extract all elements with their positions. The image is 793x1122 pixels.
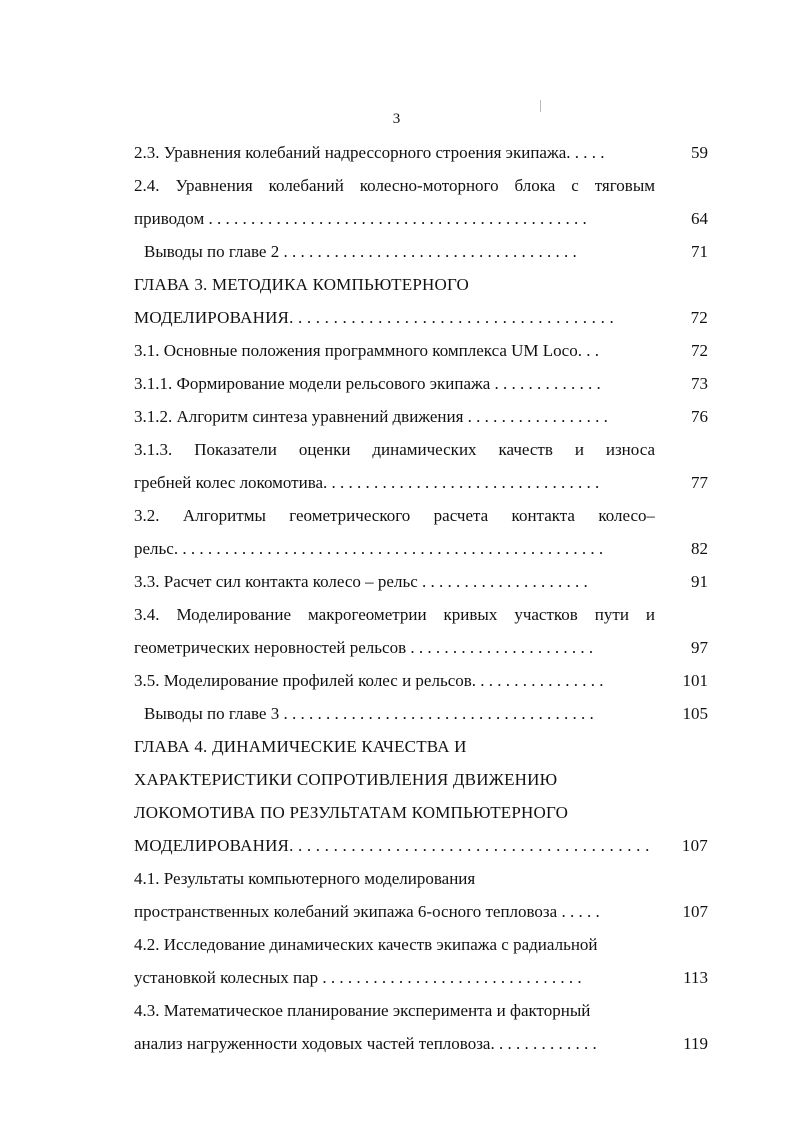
table-of-contents <box>134 136 708 1060</box>
toc-entry <box>134 862 708 895</box>
toc-entry <box>134 136 708 169</box>
toc-entry-text: гребней колес локомотива. . . . . . . . . . . . . . . . . . . . . . . . . . . . . . . . . <box>134 473 600 492</box>
toc-entry-text: 3.5. Моделирование профилей колес и рельсов. . . . . . . . . . . . . . . . <box>134 671 604 690</box>
toc-entry-text: 2.4. Уравнения колебаний колесно-моторного блока с тяговым <box>134 176 655 195</box>
toc-entry-page: 119 <box>683 1034 708 1053</box>
toc-entry-page: 97 <box>691 638 708 657</box>
toc-entry-text: Выводы по главе 2 . . . . . . . . . . . . . . . . . . . . . . . . . . . . . . . . . . . <box>144 242 577 261</box>
toc-entry-text: ХАРАКТЕРИСТИКИ СОПРОТИВЛЕНИЯ ДВИЖЕНИЮ <box>134 770 558 789</box>
toc-entry-page: 107 <box>681 836 708 855</box>
toc-entry <box>134 961 708 994</box>
toc-entry-text: Выводы по главе 3 . . . . . . . . . . . . . . . . . . . . . . . . . . . . . . . . . . . . . <box>144 704 594 723</box>
toc-entry <box>134 664 708 697</box>
toc-entry <box>134 202 708 235</box>
toc-entry <box>134 994 708 1027</box>
toc-entry-text: установкой колесных пар . . . . . . . . . . . . . . . . . . . . . . . . . . . . . . . <box>134 968 582 987</box>
toc-entry-page: 72 <box>691 341 708 360</box>
toc-entry <box>134 532 708 565</box>
toc-entry <box>134 169 708 202</box>
toc-entry-page: 76 <box>691 407 708 426</box>
toc-entry <box>134 631 708 664</box>
toc-entry-text: 3.1.2. Алгоритм синтеза уравнений движения . . . . . . . . . . . . . . . . . <box>134 407 608 426</box>
toc-chapter-heading <box>134 763 708 796</box>
toc-entry-page: 64 <box>691 209 708 228</box>
toc-chapter-heading <box>134 796 708 829</box>
toc-chapter-heading <box>134 730 708 763</box>
toc-entry <box>134 466 708 499</box>
toc-entry-text: МОДЕЛИРОВАНИЯ. . . . . . . . . . . . . . . . . . . . . . . . . . . . . . . . . . . . . <box>134 308 614 327</box>
toc-entry <box>134 598 708 631</box>
toc-entry-text: ЛОКОМОТИВА ПО РЕЗУЛЬТАТАМ КОМПЬЮТЕРНОГО <box>134 803 569 822</box>
toc-entry <box>134 334 708 367</box>
toc-entry-text: 3.3. Расчет сил контакта колесо – рельс . . . . . . . . . . . . . . . . . . . . <box>134 572 588 591</box>
toc-entry-text: приводом . . . . . . . . . . . . . . . . . . . . . . . . . . . . . . . . . . . . . . . . . . . . . <box>134 209 587 228</box>
toc-entry-page: 73 <box>691 374 708 393</box>
toc-entry-page: 91 <box>691 572 708 591</box>
toc-entry <box>134 697 708 730</box>
toc-entry-page: 71 <box>691 242 708 261</box>
toc-entry <box>134 499 708 532</box>
toc-entry-page: 72 <box>690 308 708 327</box>
toc-entry-text: анализ нагруженности ходовых частей тепловоза. . . . . . . . . . . . . <box>134 1034 597 1053</box>
toc-entry-text: ГЛАВА 4. ДИНАМИЧЕСКИЕ КАЧЕСТВА И <box>134 737 467 756</box>
toc-entry <box>134 235 708 268</box>
toc-entry-text: 3.1.1. Формирование модели рельсового экипажа . . . . . . . . . . . . . <box>134 374 601 393</box>
toc-chapter-heading <box>134 301 708 334</box>
toc-entry-text: 2.3. Уравнения колебаний надрессорного строения экипажа. . . . . <box>134 143 605 162</box>
toc-chapter-heading <box>134 829 708 862</box>
toc-entry <box>134 565 708 598</box>
toc-entry <box>134 400 708 433</box>
toc-entry <box>134 928 708 961</box>
toc-entry-page: 101 <box>682 671 708 690</box>
toc-entry-text: пространственных колебаний экипажа 6-осного тепловоза . . . . . <box>134 902 600 921</box>
toc-entry-text: ГЛАВА 3. МЕТОДИКА КОМПЬЮТЕРНОГО <box>134 275 470 294</box>
toc-entry-text: геометрических неровностей рельсов . . . . . . . . . . . . . . . . . . . . . . <box>134 638 594 657</box>
toc-entry <box>134 895 708 928</box>
toc-entry-text: МОДЕЛИРОВАНИЯ. . . . . . . . . . . . . . . . . . . . . . . . . . . . . . . . . . . . . . . . . <box>134 836 650 855</box>
toc-entry-page: 113 <box>683 968 708 987</box>
toc-entry-page: 105 <box>682 704 708 723</box>
toc-entry <box>134 1027 708 1060</box>
toc-entry <box>134 367 708 400</box>
toc-entry-text: 3.4. Моделирование макрогеометрии кривых участков пути и <box>134 605 655 624</box>
toc-entry-text: 3.1. Основные положения программного комплекса UM Loco. . . <box>134 341 599 360</box>
toc-entry-text: 4.1. Результаты компьютерного моделирования <box>134 869 476 888</box>
toc-entry-text: 4.3. Математическое планирование эксперимента и факторный <box>134 1001 591 1020</box>
toc-entry-text: 4.2. Исследование динамических качеств экипажа с радиальной <box>134 935 598 954</box>
page-number: 3 <box>392 111 401 127</box>
toc-entry-page: 59 <box>691 143 708 162</box>
toc-entry <box>134 433 708 466</box>
toc-entry-text: 3.1.3. Показатели оценки динамических качеств и износа <box>134 440 655 459</box>
toc-entry-page: 77 <box>691 473 708 492</box>
toc-entry-page: 82 <box>691 539 708 558</box>
toc-chapter-heading <box>134 268 708 301</box>
toc-entry-text: рельс. . . . . . . . . . . . . . . . . . . . . . . . . . . . . . . . . . . . . . . . . . . . . . . . . . . <box>134 539 604 558</box>
toc-entry-page: 107 <box>682 902 708 921</box>
toc-entry-text: 3.2. Алгоритмы геометрического расчета контакта колесо– <box>134 506 655 525</box>
